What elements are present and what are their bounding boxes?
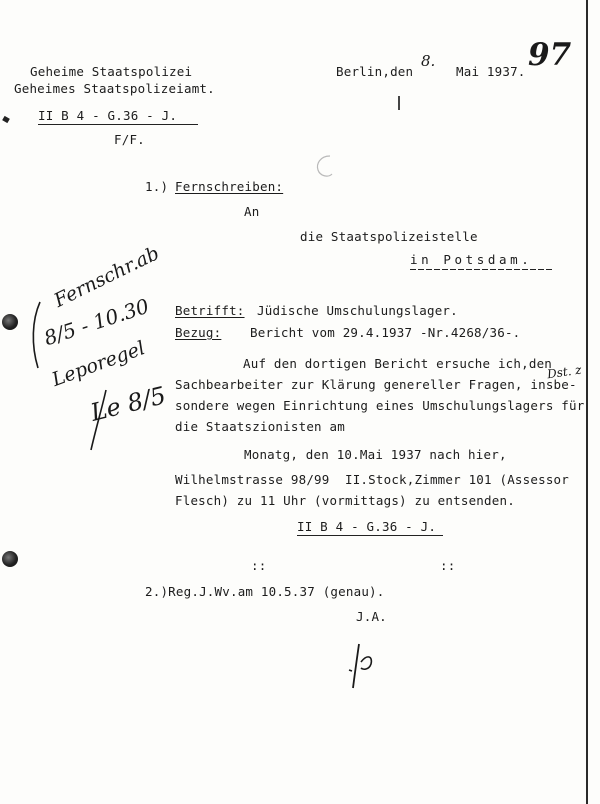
address-an: An [244,204,260,219]
dictation-mark: F/F. [114,132,145,147]
page-edge-line [586,0,588,804]
subject-label: Betrifft: [175,303,245,318]
reference-label: Bezug: [175,325,222,340]
body-line-2: Sachbearbeiter zur Klärung genereller Fragen, insbe- [175,377,577,392]
punch-hole-bottom [2,551,18,567]
handwritten-paraph [345,640,381,692]
reference-text: Bericht vom 29.4.1937 -Nr.4268/36-. [250,325,521,340]
body-line-3: sondere wegen Einrichtung eines Umschulungslagers für [175,398,585,413]
margin-note-line-1: Fernschr.ab [50,242,163,312]
punch-hole-top [2,314,18,330]
margin-note-initials: Le 8/5 [87,381,169,427]
signature-ja: J.A. [356,609,387,624]
subject-text: Jüdische Umschulungslager. [257,303,458,318]
closing-reference-underline [297,535,443,536]
handwritten-insertion: Dst. z [546,362,583,382]
section-2-text: 2.)Reg.J.Wv.am 10.5.37 (genau). [145,584,385,599]
address-recipient: die Staatspolizeistelle [300,229,478,244]
month-year: Mai 1937. [456,64,526,79]
sender-line-1: Geheime Staatspolizei [30,64,193,79]
sender-line-2: Geheimes Staatspolizeiamt. [14,81,215,96]
colon-mark-right: :: [440,558,456,573]
margin-bracket-stroke [28,300,44,370]
handwritten-folio-number: 97 [528,37,572,73]
body-line-6: Wilhelmstrasse 98/99 II.Stock,Zimmer 101 (Assessor [175,472,570,487]
margin-note-line-3: Leporegel [49,337,148,392]
body-line-4: die Staatszionisten am [175,419,345,434]
closing-reference: II B 4 - G.36 - J. [297,519,437,534]
section-1-title: Fernschreiben: [175,179,284,194]
address-city: in Potsdam. [410,252,533,267]
colon-mark-left: :: [251,558,267,573]
margin-note-line-2: 8/5 - 10.30 [40,293,152,351]
place-date: Berlin,den [336,64,414,79]
handwritten-day: 8. [421,52,436,70]
body-line-7: Flesch) zu 11 Uhr (vormittags) zu entsenden. [175,493,515,508]
body-line-1: Auf den dortigen Bericht ersuche ich,den [243,356,553,371]
file-reference: II B 4 - G.36 - J. [38,108,178,123]
reference-underline [38,124,198,125]
margin-long-stroke [88,388,110,452]
section-1-number: 1.) [145,179,169,194]
scan-tick-mark [398,96,400,110]
city-underline [410,269,554,270]
faint-stamp-mark [312,152,338,182]
body-line-5: Monatg, den 10.Mai 1937 nach hier, [244,447,507,462]
scan-speck [2,116,10,123]
